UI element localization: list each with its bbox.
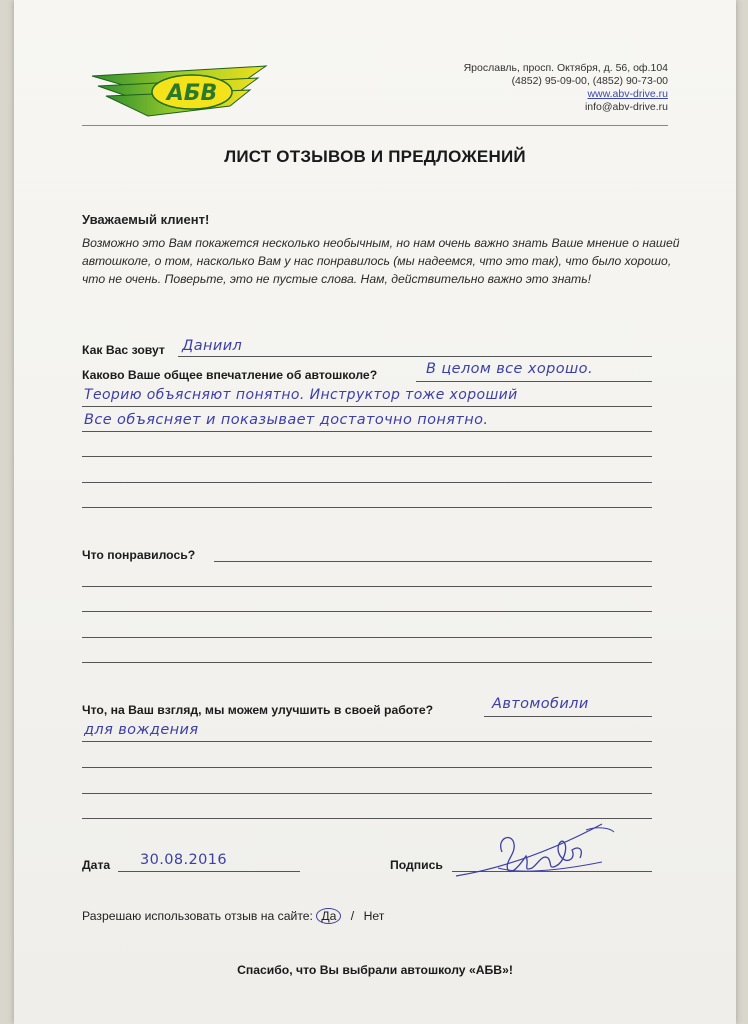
impression-value-3[interactable]: Все объясняет и показывает достаточно понятно. [84, 412, 489, 428]
permission-no[interactable]: Нет [363, 909, 385, 923]
name-label: Как Вас зовут [82, 343, 165, 357]
date-label: Дата [82, 858, 111, 872]
impression-value-2[interactable]: Теорию объясняют понятно. Инструктор тоже хороший [84, 387, 518, 403]
improve-label: Что, на Ваш взгляд, мы можем улучшить в своей работе? [82, 703, 434, 717]
impression-line-6 [82, 507, 652, 508]
phones: (4852) 95-09-00, (4852) 90-73-00 [511, 75, 668, 87]
permission-row [82, 908, 384, 924]
date-value[interactable]: 30.08.2016 [140, 852, 228, 868]
logo-text: АБВ [166, 81, 218, 106]
liked-label: Что понравилось? [82, 548, 196, 562]
impression-line-5 [82, 482, 652, 483]
thanks-text: Спасибо, что Вы выбрали автошколу «АБВ»! [237, 963, 513, 977]
liked-line-5 [82, 662, 652, 663]
greeting: Уважаемый клиент! [82, 212, 210, 227]
email: info@abv-drive.ru [584, 101, 668, 113]
permission-yes[interactable]: Да [316, 908, 341, 924]
impression-line-2 [82, 406, 652, 407]
impression-value-1[interactable]: В целом все хорошо. [426, 361, 593, 377]
header-divider [82, 125, 668, 126]
name-line [178, 356, 652, 357]
liked-line-1 [214, 561, 652, 562]
impression-line-4 [82, 456, 652, 457]
improve-value-2[interactable]: для вождения [84, 722, 199, 738]
liked-line-3 [82, 611, 652, 612]
improve-line-2 [82, 741, 652, 742]
improve-line-3 [82, 767, 652, 768]
liked-line-2 [82, 586, 652, 587]
impression-line-3 [82, 431, 652, 432]
website-link[interactable]: www.abv-drive.ru [587, 88, 668, 100]
intro-text: Возможно это Вам покажется несколько необычным, но нам очень важно знать Ваше мнение о нашей автошколе, о том, насколько Вам у нас понравилось (мы надеемся, что это так), что было хорошо, что не очень. Поверьте, это не пустые слова. Нам, действительно важно это знать! [82, 236, 680, 286]
permission-separator: / [350, 909, 355, 923]
date-line [118, 871, 300, 872]
abv-logo [90, 62, 270, 124]
liked-line-4 [82, 637, 652, 638]
improve-line-4 [82, 793, 652, 794]
improve-line-1 [484, 716, 652, 717]
signature-label: Подпись [390, 858, 443, 872]
signature-scribble [452, 818, 622, 888]
page-title: ЛИСТ ОТЗЫВОВ И ПРЕДЛОЖЕНИЙ [224, 147, 526, 166]
address: Ярославль, просп. Октября, д. 56, оф.104 [463, 62, 668, 74]
impression-line-1 [416, 381, 652, 382]
impression-label: Каково Ваше общее впечатление об автошколе? [82, 368, 378, 382]
improve-value-1[interactable]: Автомобили [492, 696, 589, 712]
contact-block [464, 62, 668, 114]
permission-label: Разрешаю использовать отзыв на сайте: [82, 909, 313, 923]
feedback-sheet [14, 0, 736, 1024]
name-value[interactable]: Даниил [182, 338, 243, 354]
